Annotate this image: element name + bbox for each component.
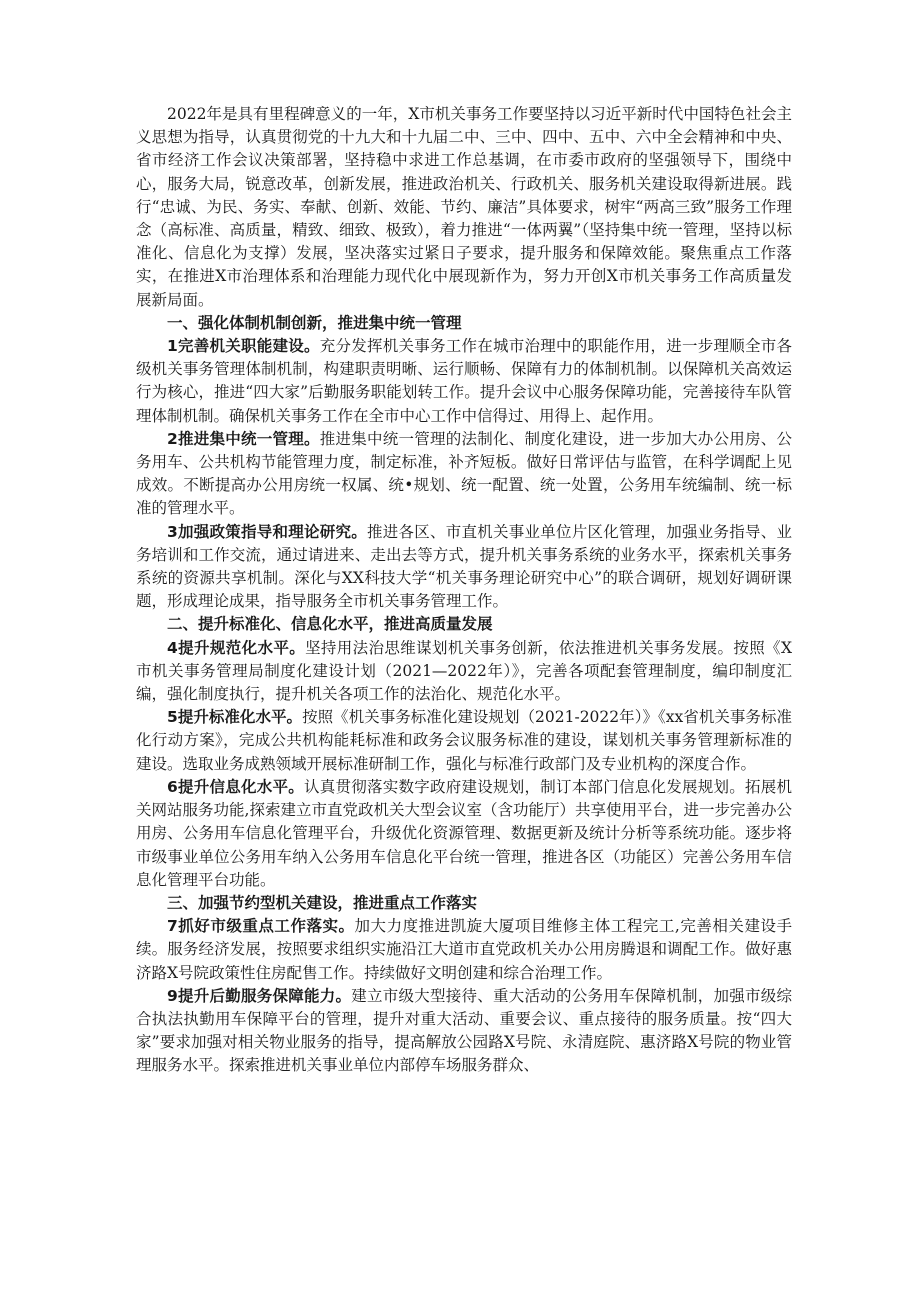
item-body-4: 坚持用法治思维谋划机关事务创新，依法推进机关事务发展。按照《X市机关事务管理局制度化建设计划（2021—2022年）》，完善各项配套管理制度，编印制度汇编，强化制度执行，提升机关各项工作的法治化、规范化水平。 xyxy=(136,638,792,704)
item-paragraph-2 xyxy=(136,428,792,521)
item-lead-1: 1完善机关职能建设。 xyxy=(167,337,320,356)
item-lead-9: 9提升后勤服务保障能力。 xyxy=(167,986,352,1005)
section-heading-1: 一、强化体制机制创新，推进集中统一管理 xyxy=(167,313,462,332)
item-body-1: 充分发挥机关事务工作在城市治理中的职能作用，进一步理顺全市各级机关事务管理体制机制，构建职责明晰、运行顺畅、保障有力的体制机制。以保障机关高效运行为核心，推进“四大家”后勤服务职能划转工作。提升会议中心服务保障功能，完善接待车队管理体制机制。确保机关事务工作在全市中心工作中信得过、用得上、起作用。 xyxy=(136,337,792,425)
item-body-3: 推进各区、市直机关事业单位片区化管理，加强业务指导、业务培训和工作交流，通过请进来、走出去等方式，提升机关事务系统的业务水平，探索机关事务系统的资源共享机制。深化与XX科技大学“机关事务理论研究中心”的联合调研，规划好调研课题，形成理论成果，指导服务全市机关事务管理工作。 xyxy=(136,522,792,611)
item-paragraph-5 xyxy=(136,706,792,776)
item-paragraph-9 xyxy=(136,985,792,1078)
item-lead-4: 4提升规范化水平。 xyxy=(167,638,306,657)
intro-paragraph: 2022年是具有里程碑意义的一年，X市机关事务工作要坚持以习近平新时代中国特色社会主义思想为指导，认真贯彻党的十九大和十九届二中、三中、四中、五中、六中全会精神和中央、省市经济工作会议决策部署，坚持稳中求进工作总基调，在市委市政府的坚强领导下，围绕中心，服务大局，锐意改革，创新发展，推进政治机关、行政机关、服务机关建设取得新进展。践行“忠诚、为民、务实、奉献、创新、效能、节约、廉洁”具体要求，树牢“两高三致”服务工作理念（高标准、高质量，精致、细致、极致），着力推进“一体两翼”（坚持集中统一管理，坚持以标准化、信息化为支撑）发展，坚决落实过紧日子要求，提升服务和保障效能。聚焦重点工作落实，在推进X市治理体系和治理能力现代化中展现新作为，努力开创X市机关事务工作高质量发展新局面。 xyxy=(136,105,792,309)
item-paragraph-3 xyxy=(136,521,792,614)
item-body-7: 加大力度推进凯旋大厦项目维修主体工程完工,完善相关建设手续。服务经济发展，按照要求组织实施沿江大道市直党政机关办公用房腾退和调配工作。做好惠济路X号院政策性住房配售工作。持续做好文明创建和综合治理工作。 xyxy=(136,917,792,982)
item-paragraph-7 xyxy=(136,915,792,985)
section-heading-3: 三、加强节约型机关建设，推进重点工作落实 xyxy=(167,893,478,912)
item-body-9: 建立市级大型接待、重大活动的公务用车保障机制，加强市级综合执法执勤用车保障平台的管理，提升对重大活动、重要会议、重点接待的服务质量。按“四大家”要求加强对相关物业服务的指导，提高解放公园路X号院、永清庭院、惠济路X号院的物业管理服务水平。探索推进机关事业单位内部停车场服务群众、 xyxy=(136,986,792,1075)
item-body-6: 认真贯彻落实数字政府建设规划，制订本部门信息化发展规划。拓展机关网站服务功能,探索建立市直党政机关大型会议室（含功能厅）共享使用平台，进一步完善办公用房、公务用车信息化管理平台，升级优化资源管理、数据更新及统计分析等系统功能。逐步将市级事业单位公务用车纳入公务用车信息化平台统一管理，推进各区（功能区）完善公务用车信息化管理平台功能。 xyxy=(136,777,792,889)
item-body-2: 推进集中统一管理的法制化、制度化建设，进一步加大办公用房、公务用车、公共机构节能管理力度，制定标准，补齐短板。做好日常评估与监管，在科学调配上见成效。不断提高办公用房统一权属、统•规划、统一配置、统一处置，公务用车统编制、统一标准的管理水平。 xyxy=(136,429,792,518)
item-paragraph-6 xyxy=(136,776,792,892)
item-lead-3: 3加强政策指导和理论研究。 xyxy=(167,522,368,541)
item-lead-2: 2推进集中统一管理。 xyxy=(167,429,320,448)
item-lead-6: 6提升信息化水平。 xyxy=(167,777,305,796)
section-heading-2: 二、提升标准化、信息化水平，推进高质量发展 xyxy=(167,615,493,634)
item-paragraph-4 xyxy=(136,637,792,707)
item-lead-7: 7抓好市级重点工作落实。 xyxy=(167,917,355,936)
item-paragraph-1 xyxy=(136,335,792,428)
item-body-5: 按照《机关事务标准化建设规划（2021-2022年）》《xx省机关事务标准化行动方案》，完成公共机构能耗标准和政务会议服务标准的建设，谋划机关事务管理新标准的建设。选取业务成熟领域开展标准研制工作，强化与标准行政部门及专业机构的深度合作。 xyxy=(136,708,792,773)
item-lead-5: 5提升标准化水平。 xyxy=(167,708,303,727)
